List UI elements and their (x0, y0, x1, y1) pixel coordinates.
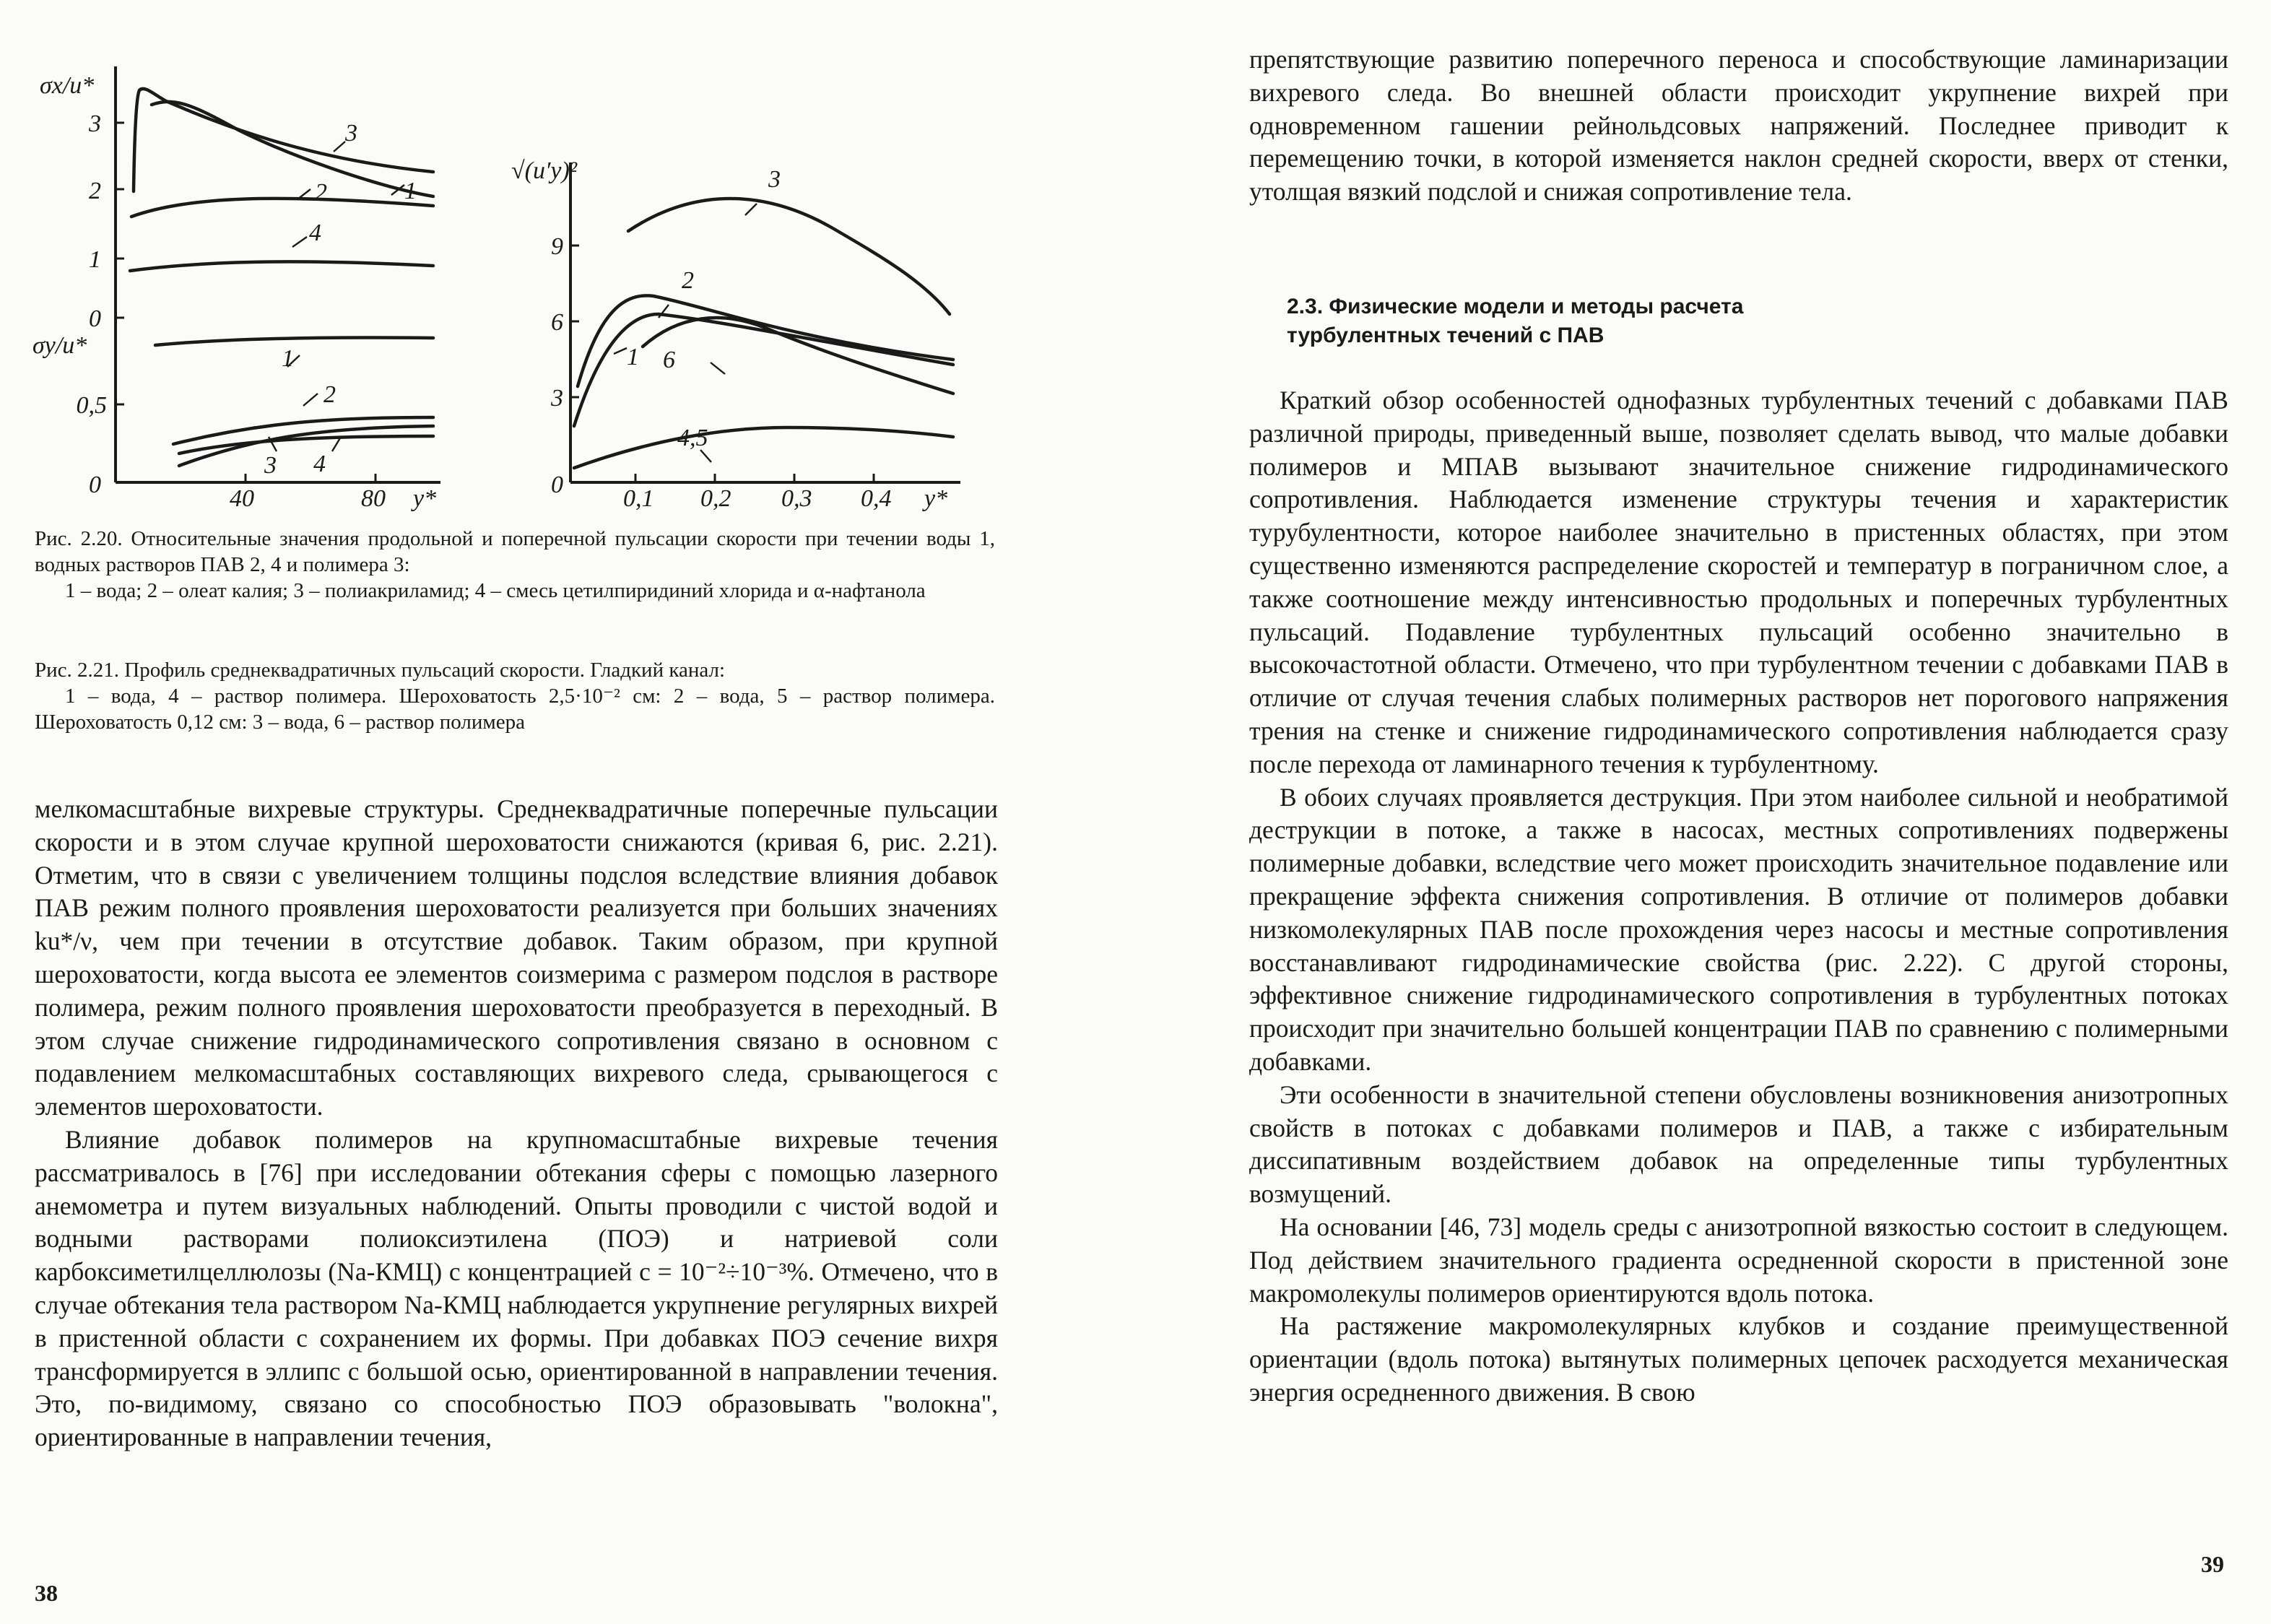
caption-2-20-legend: 1 – вода; 2 – олеат калия; 3 – полиакриламид; 4 – смесь цетилпиридиний хлорида и α-нафтанола (65, 579, 926, 602)
fig21-curve-45 (574, 427, 953, 468)
fig20-ytick: 0 (89, 305, 101, 332)
fig20-curve-2 (131, 199, 433, 217)
fig20-curve-4 (130, 261, 433, 271)
paragraph: мелкомасштабные вихревые структуры. Среднеквадратичные поперечные пульсации скорости и в этом случае крупной шероховатости снижаются (кривая 6, рис. 2.21). Отметим, что в связи с увеличением толщины подслоя вследствие влияния добавок ПАВ режим полного проявления шероховатости реализуется при больших значениях ku*/ν, чем при течении в отсутствие добавок. Таким образом, при крупной шероховатости, когда высота ее элементов соизмерима с размером подслоя в растворе полимера, режим полного проявления шероховатости преобразуется в переходный. В этом случае снижение гидродинамического сопротивления связано в основном с подавлением мелкомасштабных составляющих вихревого следа, срывающегося с элементов шероховатости. (35, 794, 998, 1121)
fig21-curve-label: 1 (627, 344, 639, 370)
fig20-ytick: 0 (89, 472, 101, 498)
fig21-curve-label: 2 (682, 267, 694, 294)
right-top-paragraph-block (1249, 43, 2228, 209)
paragraph: На растяжение макромолекулярных клубков и создание преимущественной ориентации (вдоль потока) вытянутых полимерных цепочек расходуется механическая энергия осредненного движения. В свою (1249, 1311, 2228, 1407)
fig20-curve-4b (179, 436, 433, 453)
fig20-curve-1 (152, 102, 433, 196)
fig20-curve-label: 1 (282, 345, 294, 372)
right-body-text (1249, 384, 2228, 1410)
figure-2-21 (505, 144, 1025, 520)
caption-2-20 (35, 526, 995, 604)
fig21-x-label: y* (924, 485, 948, 512)
fig20-curve-label: 2 (315, 179, 327, 206)
fig21-curve-3 (628, 199, 950, 314)
page-number-right: 39 (2201, 1551, 2224, 1577)
fig20-ytick: 2 (89, 178, 101, 204)
fig20-curve-label: 4 (313, 451, 326, 477)
section-heading-line: турбулентных течений с ПАВ (1287, 324, 1605, 347)
caption-2-20-title: Рис. 2.20. Относительные значения продольной и поперечной пульсации скорости при течении воды 1, водных растворов ПАВ 2, 4 и полимера 3: (35, 527, 995, 576)
fig20-curve-label: 1 (404, 178, 417, 204)
section-heading (1287, 292, 1937, 350)
caption-2-21 (35, 657, 995, 735)
fig20-ytick: 1 (89, 246, 101, 273)
paragraph: препятствующие развитию поперечного переноса и способствующие ламинаризации вихревого следа. Во внешней области происходит укрупнение вихрей при одновременном гашении рейнольдсовых напряжений. Последнее приводит к перемещению точки, в которой изменяется наклон средней скорости, вверх от стенки, утолщая вязкий подслой и снижая сопротивление тела. (1249, 45, 2228, 207)
fig20-curve-label: 3 (345, 120, 357, 147)
fig21-xtick: 0,4 (861, 485, 892, 512)
fig21-ytick: 0 (551, 472, 563, 498)
fig21-y-label: √(u′y)² (511, 157, 578, 184)
fig21-curve-2 (578, 295, 953, 386)
fig20-y-label-top: σx/u* (40, 72, 95, 99)
fig20-y-label-bottom: σy/u* (32, 332, 87, 359)
fig20-curve-label: 2 (324, 381, 336, 408)
fig20-curve-label: 3 (264, 452, 277, 479)
fig21-xtick: 0,3 (781, 485, 812, 512)
paragraph: Влияние добавок полимеров на крупномасштабные вихревые течения рассматривалось в [76] при исследовании обтекания сферы с помощью лазерного анемометра и путем визуальных наблюдений. Опыты проводили с чистой водой и водными растворами полиоксиэтилена (ПОЭ) и натриевой соли карбоксиметилцеллюлозы (Na-КМЦ) с концентрацией c = 10⁻²÷10⁻³%. Отмечено, что в случае обтекания тела раствором Na-КМЦ наблюдается укрупнение регулярных вихрей в пристенной области с сохранением их формы. При добавках ПОЭ сечение вихря трансформируется в эллипс с большой осью, ориентированной в направлении течения. Это, по-видимому, связано со способностью ПОЭ образовывать "волокна", ориентированные в направлении течения, (35, 1124, 998, 1452)
paragraph: Эти особенности в значительной степени обусловлены возникновения анизотропных свойств в потоках с добавками полимеров и ПАВ, а также с избирательным диссипативным воздействием добавок на определенные типы турбулентных возмущений. (1249, 1080, 2228, 1209)
fig20-ytick: 3 (89, 110, 101, 137)
fig21-ytick: 3 (551, 385, 563, 412)
caption-2-21-title: Рис. 2.21. Профиль среднеквадратичных пульсаций скорости. Гладкий канал: (35, 659, 726, 682)
fig21-ytick: 6 (551, 309, 563, 336)
fig20-ytick: 0,5 (76, 392, 107, 419)
paragraph: На основании [46, 73] модель среды с анизотропной вязкостью состоит в следующем. Под действием значительного градиента осредненной скорости в пристенной зоне макромолекулы полимеров ориентируются вдоль потока. (1249, 1212, 2228, 1308)
fig20-xtick: 40 (230, 485, 254, 512)
caption-2-21-legend: 1 – вода, 4 – раствор полимера. Шероховатость 2,5·10⁻² см: 2 – вода, 5 – раствор полимера. Шероховатость 0,12 см: 3 – вода, 6 – раствор полимера (35, 685, 995, 734)
figure-2-20 (0, 0, 520, 520)
fig21-curve-label: 4,5 (677, 425, 708, 451)
fig20-xtick: 80 (361, 485, 386, 512)
paragraph: Краткий обзор особенностей однофазных турбулентных течений с добавками ПАВ различной природы, приведенный выше, позволяет сделать вывод, что малые добавки полимеров и МПАВ вызывают значительное снижение гидродинамического сопротивления. Наблюдается изменение структуры течения и характеристик турубулентности, которое наиболее значительно в пристенных областях, при этом существенно изменяются распределение скоростей и температур в пограничном слое, а также соотношение между интенсивностью продольных и поперечных турбулентных пульсаций. Подавление турбулентных пульсаций особенно значительно в высокочастотной области. Отмечено, что при турбулентном течении с добавками ПАВ в отличие от случая течения слабых полимерных растворов нет порогового напряжения трения на стенке и снижение гидродинамического сопротивления наблюдается сразу после перехода от ламинарного течения к турбулентному. (1249, 386, 2228, 778)
right-page (1135, 0, 2271, 1624)
paragraph: В обоих случаях проявляется деструкция. При этом наиболее сильной и необратимой деструкции в потоке, а также в насосах, местных сопротивлениях подвержены полимерные добавки, вследствие чего может происходить значительное подавление или прекращение эффекта снижения сопротивления. В отличие от полимеров добавки низкомолекулярных ПАВ после прохождения через насосы и местные сопротивления восстанавливают гидродинамические свойства (рис. 2.22). С другой стороны, эффективное снижение гидродинамического сопротивления в турбулентных потоках происходит при значительно большей концентрации ПАВ по сравнению с полимерными добавками. (1249, 782, 2228, 1076)
fig21-curve-label: 3 (768, 166, 781, 193)
left-body-text (35, 793, 998, 1454)
fig21-xtick: 0,1 (623, 485, 654, 512)
fig20-x-label: y* (413, 485, 437, 512)
fig20-curve-label: 4 (309, 220, 321, 246)
left-page (0, 0, 1135, 1624)
fig20-curve-1b (155, 337, 433, 345)
page-number-left: 38 (35, 1580, 58, 1606)
figure-2-21-plot (505, 144, 1025, 520)
fig21-ytick: 9 (551, 233, 563, 260)
fig21-curve-label: 6 (663, 347, 675, 373)
section-heading-line: 2.3. Физические модели и методы расчета (1287, 295, 1744, 318)
fig21-xtick: 0,2 (700, 485, 731, 512)
